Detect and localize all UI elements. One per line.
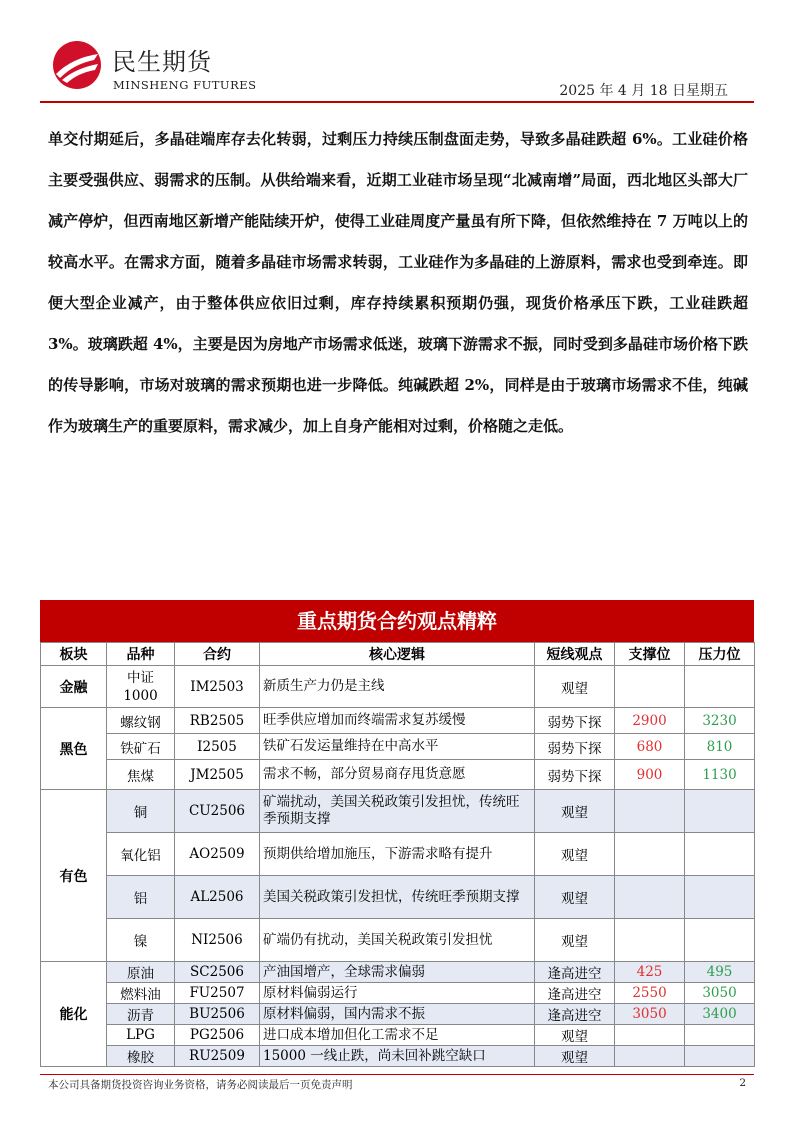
view-cell: 逢高进空: [535, 962, 615, 983]
page-number: 2: [739, 1077, 746, 1089]
view-cell: 观望: [535, 1025, 615, 1046]
resistance-cell: [685, 666, 755, 708]
variety-cell: 铁矿石: [107, 734, 175, 760]
resistance-cell: 3050: [685, 983, 755, 1004]
view-cell: 弱势下探: [535, 760, 615, 790]
view-cell: 观望: [535, 833, 615, 876]
support-cell: 3050: [615, 1004, 685, 1025]
support-cell: [615, 790, 685, 833]
variety-cell: LPG: [107, 1025, 175, 1046]
header-support: 支撑位: [615, 643, 685, 666]
header-divider: [40, 101, 754, 103]
support-cell: 2550: [615, 983, 685, 1004]
header-sector: 板块: [41, 643, 107, 666]
support-cell: 680: [615, 734, 685, 760]
table-row: [41, 734, 755, 760]
table-row: [41, 760, 755, 790]
table-title: 重点期货合约观点精粹: [40, 600, 754, 642]
logic-cell: 预期供给增加施压，下游需求略有提升: [260, 833, 535, 876]
table-row: [41, 1046, 755, 1067]
resistance-cell: [685, 1046, 755, 1067]
sector-cell: 能化: [41, 962, 107, 1067]
brand-name-cn: 民生期货: [112, 48, 212, 76]
variety-cell: 氧化铝: [107, 833, 175, 876]
variety-cell: 中证1000: [107, 666, 175, 708]
header-resistance: 压力位: [685, 643, 755, 666]
sector-cell: 金融: [41, 666, 107, 708]
footer-disclaimer: 本公司具备期货投资咨询业务资格，请务必阅读最后一页免责声明: [48, 1079, 353, 1091]
table-row: [41, 833, 755, 876]
contract-cell: IM2503: [175, 666, 260, 708]
resistance-cell: 810: [685, 734, 755, 760]
resistance-cell: 1130: [685, 760, 755, 790]
brand-name-en: MINSHENG FUTURES: [113, 78, 257, 92]
contract-cell: RU2509: [175, 1046, 260, 1067]
key-points-table-section: [40, 600, 754, 1067]
variety-cell: 焦煤: [107, 760, 175, 790]
support-cell: [615, 919, 685, 962]
logic-cell: 原材料偏弱，国内需求不振: [260, 1004, 535, 1025]
report-date: 2025 年 4 月 18 日星期五: [559, 83, 728, 99]
table-row: [41, 790, 755, 833]
footer-divider: [40, 1074, 754, 1075]
variety-cell: 螺纹钢: [107, 708, 175, 734]
contract-cell: RB2505: [175, 708, 260, 734]
table-row: [41, 983, 755, 1004]
variety-cell: 铜: [107, 790, 175, 833]
variety-cell: 沥青: [107, 1004, 175, 1025]
logic-cell: 新质生产力仍是主线: [260, 666, 535, 708]
resistance-cell: [685, 833, 755, 876]
view-cell: 弱势下探: [535, 708, 615, 734]
support-cell: [615, 1046, 685, 1067]
logic-cell: 矿端扰动，美国关税政策引发担忧，传统旺季预期支撑: [260, 790, 535, 833]
key-points-table: [40, 642, 755, 1067]
sector-cell: 有色: [41, 790, 107, 962]
contract-cell: JM2505: [175, 760, 260, 790]
variety-cell: 铝: [107, 876, 175, 919]
logic-cell: 美国关税政策引发担忧，传统旺季预期支撑: [260, 876, 535, 919]
view-cell: 观望: [535, 919, 615, 962]
variety-cell: 橡胶: [107, 1046, 175, 1067]
contract-cell: AO2509: [175, 833, 260, 876]
contract-cell: AL2506: [175, 876, 260, 919]
table-row: [41, 666, 755, 708]
minsheng-logo-icon: [48, 40, 106, 90]
logic-cell: 进口成本增加但化工需求不足: [260, 1025, 535, 1046]
variety-cell: 镍: [107, 919, 175, 962]
table-row: [41, 876, 755, 919]
resistance-cell: 3230: [685, 708, 755, 734]
page-header: [40, 34, 754, 102]
view-cell: 观望: [535, 1046, 615, 1067]
variety-cell: 原油: [107, 962, 175, 983]
resistance-cell: [685, 919, 755, 962]
table-row: [41, 919, 755, 962]
logic-cell: 矿端仍有扰动，美国关税政策引发担忧: [260, 919, 535, 962]
view-cell: 观望: [535, 790, 615, 833]
contract-cell: CU2506: [175, 790, 260, 833]
view-cell: 逢高进空: [535, 983, 615, 1004]
support-cell: 900: [615, 760, 685, 790]
view-cell: 观望: [535, 666, 615, 708]
logic-cell: 原材料偏弱运行: [260, 983, 535, 1004]
resistance-cell: [685, 1025, 755, 1046]
support-cell: [615, 666, 685, 708]
table-row: [41, 1004, 755, 1025]
analysis-paragraph: [48, 119, 748, 447]
header-contract: 合约: [175, 643, 260, 666]
paragraph-text: 单交付期延后，多晶硅端库存去化转弱，过剩压力持续压制盘面走势，导致多晶硅跌超 6%。工业硅价格主要受强供应、弱需求的压制。从供给端来看，近期工业硅市场呈现“北减南增”局面，西北地区头部大厂减产停炉，但西南地区新增产能陆续开炉，使得工业硅周度产量虽有所下降，但依然维持在 7 万吨以上的较高水平。在需求方面，随着多晶硅市场需求转弱，工业硅作为多晶硅的上游原料，需求也受到牵连。即便大型企业减产，由于整体供应依旧过剩，库存持续累积预期仍强，现货价格承压下跌，工业硅跌超 3%。玻璃跌超 4%，主要是因为房地产市场需求低迷，玻璃下游需求不振，同时受到多晶硅市场价格下跌的传导影响，市场对玻璃的需求预期也进一步降低。纯碱跌超 2%，同样是由于玻璃市场需求不佳，纯碱作为玻璃生产的重要原料，需求减少，加上自身产能相对过剩，价格随之走低。: [48, 130, 748, 435]
header-variety: 品种: [107, 643, 175, 666]
resistance-cell: [685, 790, 755, 833]
view-cell: 观望: [535, 876, 615, 919]
support-cell: [615, 833, 685, 876]
resistance-cell: [685, 876, 755, 919]
support-cell: 2900: [615, 708, 685, 734]
contract-cell: I2505: [175, 734, 260, 760]
variety-cell: 燃料油: [107, 983, 175, 1004]
header-view: 短线观点: [535, 643, 615, 666]
contract-cell: BU2506: [175, 1004, 260, 1025]
contract-cell: FU2507: [175, 983, 260, 1004]
logic-cell: 旺季供应增加而终端需求复苏缓慢: [260, 708, 535, 734]
logic-cell: 15000 一线止跌，尚未回补跳空缺口: [260, 1046, 535, 1067]
table-row: [41, 708, 755, 734]
logic-cell: 需求不畅，部分贸易商存甩货意愿: [260, 760, 535, 790]
support-cell: [615, 1025, 685, 1046]
table-row: [41, 962, 755, 983]
support-cell: [615, 876, 685, 919]
resistance-cell: 3400: [685, 1004, 755, 1025]
logic-cell: 产油国增产，全球需求偏弱: [260, 962, 535, 983]
contract-cell: SC2506: [175, 962, 260, 983]
sector-cell: 黑色: [41, 708, 107, 790]
view-cell: 弱势下探: [535, 734, 615, 760]
table-row: [41, 1025, 755, 1046]
view-cell: 逢高进空: [535, 1004, 615, 1025]
support-cell: 425: [615, 962, 685, 983]
logic-cell: 铁矿石发运量维持在中高水平: [260, 734, 535, 760]
contract-cell: NI2506: [175, 919, 260, 962]
header-logic: 核心逻辑: [260, 643, 535, 666]
table-header-row: [41, 643, 755, 666]
resistance-cell: 495: [685, 962, 755, 983]
contract-cell: PG2506: [175, 1025, 260, 1046]
